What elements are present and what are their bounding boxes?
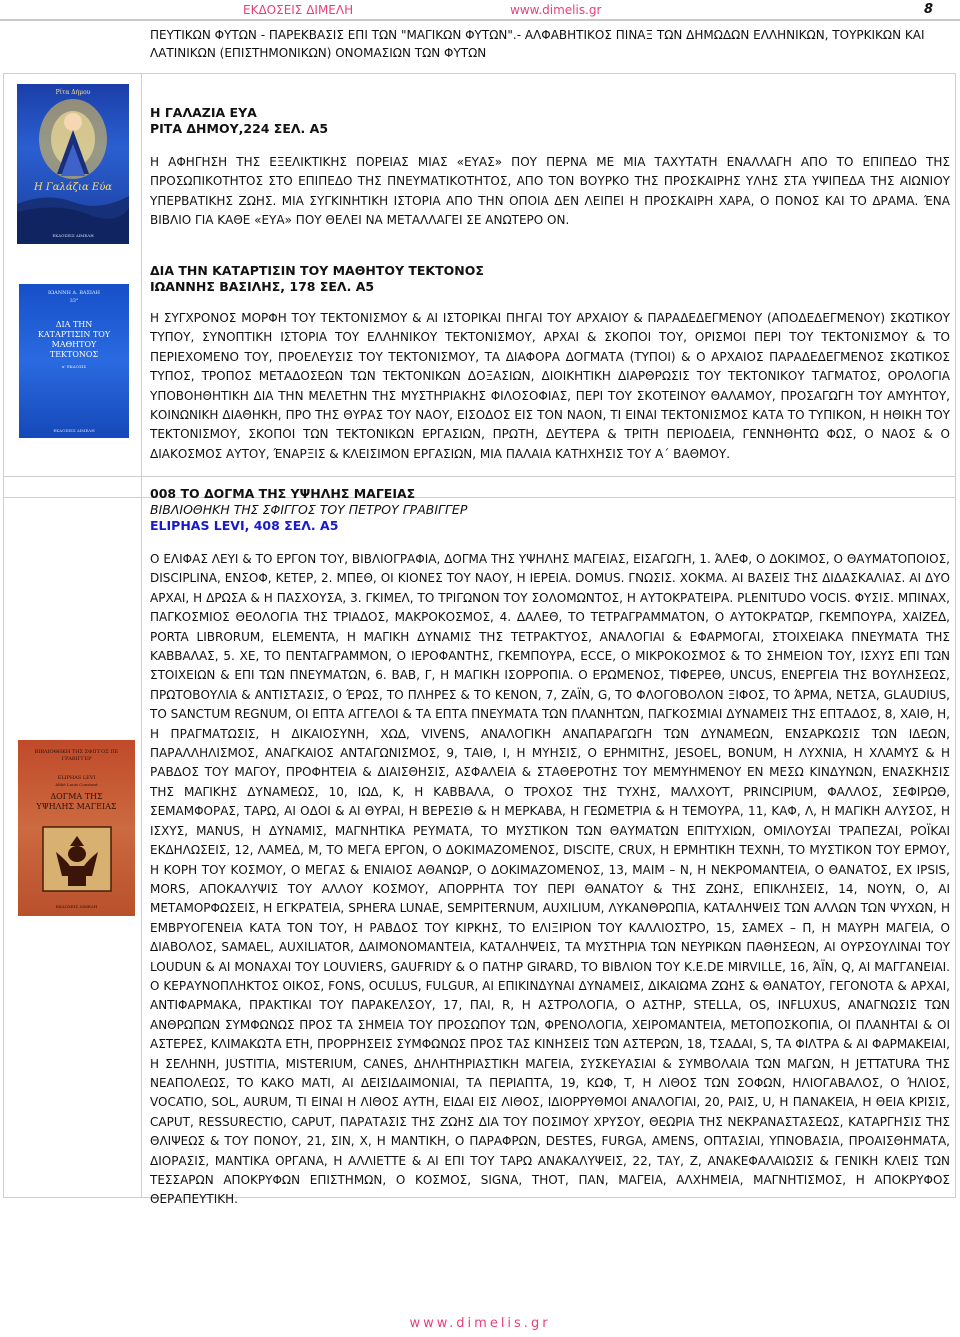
cover-title: ΔΙΑ ΤΗΝ ΚΑΤΑΡΤΙΣΙΝ ΤΟΥ ΜΑΘΗΤΟΥ ΤΕΚΤΟΝΟΣ	[37, 320, 111, 359]
book-description: Η ΣΥΓΧΡΟΝΟΣ ΜΟΡΦΗ ΤΟΥ ΤΕΚΤΟΝΙΣΜΟΥ & ΑΙ ΙΣΤΟΡΙΚΑΙ ΠΗΓΑΙ ΤΟΥ ΑΡΧΑΙΟΥ & ΠΑΡΑΔΕΔΕΓΜΕΝΟΥ (ΑΠΟΔΕΔΕΓΜΕΝΟΥ) ΣΚΩΤΙΚΟΥ ΤΥΠΟΥ, ΣΥΝΟΠΤΙΚΗ ΙΣΤΟΡΙΑ ΤΟΥ ΕΛΛΗΝΙΚΟΥ ΤΕΚΤΟΝΙΣΜΟΥ, ΑΡΧΑΙ & ΣΚΟΠΟΙ ΤΟΥ, ΟΡΙΣΜΟΙ ΠΕΡΙ ΤΟΥ ΤΕΚΤΟΝΙΣΜΟΥ & ΤΟ ΠΕΡΙΕΧΟΜΕΝΟ ΤΟΥ, ΠΡΟΕΛΕΥΣΙΣ ΤΟΥ ΤΕΚΤΟΝΙΣΜΟΥ, ΤΑ ΔΙΑΦΟΡΑ ΔΟΓΜΑΤΑ (ΤΥΠΟΙ) & Ο ΑΡΧΑΙΟΣ ΠΑΡΑΔΕΔΕΓΜΕΝΟΣ ΣΚΩΤΙΚΟΣ ΤΥΠΟΣ, ΤΡΟΠΟΣ ΜΕΤΑΔΟΣΕΩΝ ΤΩΝ ΤΕΚΤΟΝΙΚΩΝ ΔΟΞΑΣΙΩΝ, ΔΙΟΙΚΗΤΙΚΗ ΔΙΑΡΘΡΩΣΙΣ ΤΟΥ ΤΕΚΤΟΝΙΚΟΥ ΤΑΓΜΑΤΟΣ, ΟΡΟΛΟΓΙΑ ΥΠΟΒΟΗΘΗΤΙΚΗ ΔΙΑ ΤΗΝ ΜΕΛΕΤΗΝ ΤΗΣ ΜΥΣΤΗΡΙΑΚΗΣ ΦΙΛΟΣΟΦΙΑΣ, ΠΕΡΙ ΤΟΥ ΣΚΟΤΕΙΝΟΥ ΘΑΛΑΜΟΥ, ΠΡΟΣΑΓΩΓΗ ΤΟΥ ΑΜΥΗΤΟΥ, ΚΟΙΝΩΝΙΚΗ ΔΙΑΘΗΚΗ, ΠΡΟ ΤΗΣ ΘΥΡΑΣ ΤΟΥ ΝΑΟΥ, ΕΙΣΟΔΟΣ ΕΙΣ ΤΟΝ ΝΑΟΝ, ΤΙ ΕΙΝΑΙ ΤΕΚΤΟΝΙΣΜΟΣ ΚΑΤΑ ΤΟ ΤΥΠΙΚΟΝ, Η ΗΘΙΚΗ ΤΟΥ ΤΕΚΤΟΝΙΣΜΟΥ, ΣΚΟΠΟΙ ΤΩΝ ΤΕΚΤΟΝΙΚΩΝ ΕΡΓΑΣΙΩΝ, ΠΡΩΤΗ, ΔΕΥΤΕΡΑ & ΤΡΙΤΗ ΠΕΡΙΟΔΕΙΑ, ΓΕΝΝΗΘΗΤΩ ΦΩΣ, Ο ΝΑΟΣ & Ο ΔΙΑΚΟΣΜΟΣ ΑΥΤΟΥ, ΈΝΑΡΞΙΣ & ΚΛΕΙΣΙΜΟΝ ΕΡΓΑΣΙΩΝ, ΜΙΑ ΠΑΛΑΙΑ ΚΑΤΗΧΗΣΙΣ ΤΟΥ Α΄ ΒΑΘΜΟΥ.	[150, 311, 950, 461]
footer-url-link[interactable]: www.dimelis.gr	[409, 1316, 551, 1331]
intro-text: ΠΕΥΤΙΚΩΝ ΦΥΤΩΝ - ΠΑΡΕΚΒΑΣΙΣ ΕΠΙ ΤΩΝ "ΜΑΓΙΚΩΝ ΦΥΤΩΝ".- ΑΛΦΑΒΗΤΙΚΟΣ ΠΙΝΑΞ ΤΩΝ ΔΗΜΩΔΩΝ ΕΛΛΗΝΙΚΩΝ, ΤΟΥΡΚΙΚΩΝ ΚΑΙ ΛΑΤΙΝΙΚΩΝ (ΕΠΙΣΤΗΜΟΝΙΚΩΝ) ΟΝΟΜΑΣΙΩΝ ΤΩΝ ΦΥΤΩΝ	[150, 28, 925, 60]
book-entry-1	[150, 105, 950, 137]
page-header	[0, 0, 960, 20]
book-author-line: ΙΩΑΝΝΗΣ ΒΑΣΙΛΗΣ, 178 ΣΕΛ. Α5	[150, 279, 375, 294]
book-title: Η ΓΑΛΑΖΙΑ ΕΥΑ	[150, 105, 257, 120]
column-divider-top	[141, 73, 142, 498]
publisher-name: ΕΚΔΟΣΕΙΣ ΔΙΜΕΛΗ	[243, 3, 354, 17]
book-cover-1[interactable]	[17, 84, 129, 244]
book-series-line: ΒΙΒΛΙΟΘΗΚΗ ΤΗΣ ΣΦΙΓΓΟΣ ΤΟΥ ΠΕΤΡΟΥ ΓΡΑΒΙΓΓΕΡ	[150, 502, 468, 517]
cover-title: ΔΟΓΜΑ ΤΗΣ ΥΨΗΛΗΣ ΜΑΓΕΙΑΣ	[36, 792, 117, 811]
book-entry-3	[150, 486, 950, 534]
cover-publisher: ΕΚΔΟΣΕΙΣ ΔΙΜΕΛΗ	[55, 904, 98, 909]
book-cover-3[interactable]	[18, 740, 135, 916]
baphomet-illustration	[42, 826, 112, 892]
book-title: 008 ΤΟ ΔΟΓΜΑ ΤΗΣ ΥΨΗΛΗΣ ΜΑΓΕΙΑΣ	[150, 486, 416, 501]
book-author-line: ELIPHAS LEVI, 408 ΣΕΛ. Α5	[150, 518, 339, 533]
book-title: ΔΙΑ ΤΗΝ ΚΑΤΑΡΤΙΣΙΝ ΤΟΥ ΜΑΘΗΤΟΥ ΤΕΚΤΟΝΟΣ	[150, 263, 484, 278]
cover-author: ELIPHAS LEVI	[57, 775, 96, 781]
madonna-illustration	[17, 84, 129, 244]
cover-author: Ρίτα Δήμου	[55, 89, 91, 96]
page-number: 8	[924, 2, 934, 17]
column-divider-bottom	[141, 476, 142, 1198]
cover-author-sub: Abbé Louis Constant	[55, 782, 98, 787]
header-divider	[0, 19, 960, 21]
cover-degree: 33°	[69, 298, 79, 304]
header-url-link[interactable]: www.dimelis.gr	[510, 3, 602, 17]
cover-title: Η Γαλάζια Εύα	[33, 182, 113, 193]
book-description: Ο ΕΛΙΦΑΣ ΛΕΥΙ & ΤΟ ΕΡΓΟΝ ΤΟΥ, ΒΙΒΛΙΟΓΡΑΦΙΑ, ΔΟΓΜΑ ΤΗΣ ΥΨΗΛΗΣ ΜΑΓΕΙΑΣ, ΕΙΣΑΓΩΓΗ, 1. ΆΛΕΦ, Ο ΔΟΚΙΜΟΣ, Ο ΘΑΥΜΑΤΟΠΟΙΟΣ, DISCIPLINA, ΕΝΣΟΦ, ΚΕΤΕΡ, 2. ΜΠΕΘ, ΟΙ ΚΙΟΝΕΣ ΤΟΥ ΝΑΟΥ, Η ΙΕΡΕΙΑ. DOMUS. ΓΝΩΣΙΣ. ΧΟΚΜΑ. ΑΙ ΒΑΣΕΙΣ ΤΗΣ ΔΙΔΑΣΚΑΛΙΑΣ. ΑΙ ΔΥΟ ΑΡΧΑΙ, Η ΔΡΩΣΑ & Η ΠΑΣΧΟΥΣΑ, 3. ΓΚΙΜΕΛ, ΤΟ ΤΡΙΓΩΝΟΝ ΤΟΥ ΣΟΛΟΜΩΝΤΟΣ, Η ΑΥΤΟΚΡΑΤΕΙΡΑ. PLENITUDO VOCIS. ΦΥΣΙΣ. ΜΠΙΝΑΧ, ΠΑΓΚΟΣΜΙΟΣ ΘΕΟΛΟΓΙΑ ΤΗΣ ΤΡΙΑΔΟΣ, ΜΑΚΡΟΚΟΣΜΟΣ, 4. ΔΑΛΕΘ, ΤΟ ΤΕΤΡΑΓΡΑΜΜΑΤΟΝ, Ο ΑΥΤΟΚΡΑΤΩΡ, ΓΚΕΜΠΟΥΡΑ, ΧΑΙΖΕΔ, PORTA LIBRORUM, ELEMENTA, Η ΜΑΓΙΚΗ ΔΥΝΑΜΙΣ ΤΗΣ ΤΕΤΡΑΚΤΥΟΣ, ΑΝΑΛΟΓΙΑΙ & ΕΦΑΡΜΟΓΑΙ, ΣΤΟΙΧΕΙΑΚΑ ΠΝΕΥΜΑΤΑ ΤΗΣ ΚΑΒΒΑΛΑΣ, 5. ΧΕ, ΤΟ ΠΕΝΤΑΓΡΑΜΜΟΝ, Ο ΙΕΡΟΦΑΝΤΗΣ, ΓΚΕΜΠΟΥΡΑ, ECCE, Ο ΜΙΚΡΟΚΟΣΜΟΣ & ΤΟ ΣΗΜΕΙΟΝ ΤΟΥ, ΙΣΧΥΣ ΕΠΙ ΤΩΝ ΣΤΟΙΧΕΙΩΝ & ΕΠΙ ΤΩΝ ΠΝΕΥΜΑΤΩΝ, 6. ΒΑΒ, Γ, Η ΜΑΓΙΚΗ ΙΣΟΡΡΟΠΙΑ. Ο ΕΡΩΜΕΝΟΣ, ΤΙΦΕΡΕΘ, UNCUS, ΕΝΕΡΓΕΙΑ ΤΗΣ ΒΟΥΛΗΣΕΩΣ, ΠΡΩΤΟΒΟΥΛΙΑ & ΑΝΤΙΣΤΑΣΙΣ, Ο ΈΡΩΣ, ΤΟ ΠΛΗΡΕΣ & ΤΟ ΚΕΝΟΝ, 7, ΖΑΪΝ, G, ΤΟ ΦΛΟΓΟΒΟΛΟΝ ΞΙΦΟΣ, ΤΟ ΆΡΜΑ, ΝΕΤΣΑ, GLAUDIUS, TO SANCTUM REGNUM, ΟΙ ΕΠΤΑ ΑΓΓΕΛΟΙ & ΤΑ ΕΠΤΑ ΠΝΕΥΜΑΤΑ ΤΩΝ ΠΛΑΝΗΤΩΝ, ΠΑΓΚΟΣΜΙΑΙ ΔΥΝΑΜΕΙΣ ΤΗΣ ΕΠΤΑΔΟΣ, 8, ΧΑΙΘ, Η, Η ΠΡΑΓΜΑΤΩΣΙΣ, Η ΔΙΚΑΙΟΣΥΝΗ, ΧΩΔ, VIVENS, ΑΝΑΛΟΓΙΚΗ ΑΝΑΠΑΡΑΓΩΓΗ ΤΩΝ ΔΥΝΑΜΕΩΝ, ΕΝΣΑΡΚΩΣΙΣ ΤΩΝ ΙΔΕΩΝ, ΠΑΡΑΛΛΗΛΙΣΜΟΣ, ΑΝΑΓΚΑΙΟΣ ΑΝΤΑΓΩΝΙΣΜΟΣ, 9, ΤΑΙΘ, Ι, Η ΜΥΗΣΙΣ, Ο ΕΡΗΜΙΤΗΣ, JESOEL, BONUM, Η ΛΥΧΝΙΑ, Η ΧΛΑΜΥΣ & Η ΡΑΒΔΟΣ ΤΟΥ ΜΑΓΟΥ, ΠΡΟΦΗΤΕΙΑ & ΔΙΑΙΣΘΗΣΙΣ, ΑΣΦΑΛΕΙΑ & ΣΤΑΘΕΡΟΤΗΣ ΤΟΥ ΜΕΜΥΗΜΕΝΟΥ ΕΝ ΜΕΣΩ ΚΙΝΔΥΝΩΝ, ΕΝΑΣΚΗΣΙΣ ΤΗΣ ΜΑΓΙΚΗΣ ΔΥΝΑΜΕΩΣ, 10, ΙΩΔ, Κ, Η ΚΑΒΒΑΛΑ, Ο ΤΡΟΧΟΣ ΤΗΣ ΤΥΧΗΣ, ΜΑΛΧΟΥΤ, PRINCIPIUM, ΦΑΛΛΟΣ, ΣΕΦΙΡΩΘ, ΣΕΜΑΜΦΟΡΑΣ, ΤΑΡΩ, ΑΙ ΟΔΟΙ & ΑΙ ΘΥΡΑΙ, Η ΒΕΡΕΣΙΘ & Η ΜΕΡΚΑΒΑ, Η ΓΕΩΜΕΤΡΙΑ & Η ΤΕΜΟΥΡΑ, 11, ΚΑΦ, Λ, Η ΜΑΓΙΚΗ ΑΛΥΣΟΣ, Η ΙΣΧΥΣ, MANUS, Η ΔΥΝΑΜΙΣ, ΜΑΓΝΗΤΙΚΑ ΡΕΥΜΑΤΑ, ΤΟ ΜΥΣΤΙΚΟΝ ΤΩΝ ΘΑΥΜΑΤΩΝ ΕΠΙΤΥΧΙΩΝ, ΟΜΙΛΟΥΣΑΙ ΤΡΑΠΕΖΑΙ, ΡΟΪΚΑΙ ΕΚΔΗΛΩΣΕΙΣ, 12, ΛΑΜΕΔ, Μ, ΤΟ ΜΕΓΑ ΕΡΓΟΝ, Ο ΔΟΚΙΜΑΖΟΜΕΝΟΣ, DISCITE, CRUX, Η ΕΡΜΗΤΙΚΗ ΤΕΧΝΗ, ΤΟ ΜΥΣΤΙΚΟΝ ΤΟΥ ΕΡΜΟΥ, Η ΚΟΡΗ ΤΟΥ ΚΟΣΜΟΥ, Ο ΜΕΓΑΣ & ΕΝΙΑΙΟΣ ΑΘΑΝΩΡ, Ο ΔΟΚΙΜΑΖΟΜΕΝΟΣ, 13, ΜΑΙΜ – Ν, Η ΝΕΚΡΟΜΑΝΤΕΙΑ, Ο ΘΑΝΑΤΟΣ, EX IPSIS, MORS, ΑΠΟΚΑΛΥΨΙΣ ΤΟΥ ΑΛΛΟΥ ΚΟΣΜΟΥ, ΑΠΟΡΡΗΤΑ ΤΟΥ ΠΕΡΙ ΘΑΝΑΤΟΥ & ΤΗΣ ΖΩΗΣ, ΕΠΙΚΛΗΣΕΙΣ, 14, ΝΟΥΝ, Ο, ΑΙ ΜΕΤΑΜΟΡΦΩΣΕΙΣ, Η ΕΓΚΡΑΤΕΙΑ, SPHERA LUNAE, SEMPITERNUM, AUXILIUM, ΛΥΚΑΝΘΡΩΠΙΑ, ΚΑΤΑΛΗΨΕΙΣ ΤΩΝ ΑΛΛΩΝ ΤΩΝ ΨΥΧΩΝ, Η ΕΜΒΡΥΟΓΕΝΕΙΑ ΚΑΤΑ ΤΟΝ ΤΟΥ, Η ΡΑΒΔΟΣ ΤΟΥ ΚΙΡΚΗΣ, ΤΟ ΕΛΙΞΙΡΙΟΝ ΤΟΥ ΚΑΛΛΙΟΣΤΡΟ, 15, ΣΑΜΕΧ – Π, Η ΜΑΥΡΗ ΜΑΓΕΙΑ, Ο ΔΙΑΒΟΛΟΣ, SAMAEL, AUXILIATOR, ΔΑΙΜΟΝΟΜΑΝΤΕΙΑ, ΚΑΤΑΛΗΨΕΙΣ, ΤΑ ΜΥΣΤΗΡΙΑ ΤΩΝ ΝΕΥΡΙΚΩΝ ΠΑΘΗΣΕΩΝ, ΑΙ ΟΥΡΣΟΥΛΙΝΑΙ ΤΟΥ LOUDUN & ΑΙ ΜΟΝΑΧΑΙ ΤΟΥ LOUVIERS, GAUFRIDY & Ο ΠΑΤΗΡ GIRARD, ΤΟ ΒΙΒΛΙΟΝ ΤΟΥ Κ.Ε.DE MIRVILLE, 16, ΆΪΝ, Q, ΑΙ ΜΑΓΓΑΝΕΙΑΙ. Ο ΚΕΡΑΥΝΟΠΛΗΚΤΟΣ ΟΙΚΟΣ, FONS, OCULUS, FULGUR, ΑΙ ΕΠΙΚΙΝΔΥΝΑΙ ΔΥΝΑΜΕΙΣ, ΔΙΚΑΙΩΜΑ ΖΩΗΣ & ΘΑΝΑΤΟΥ, ΓΕΓΟΝΟΤΑ & ΑΡΧΑΙ, ΑΝΤΙΦΑΡΜΑΚΑ, ΠΡΑΚΤΙΚΑΙ ΤΟΥ ΠΑΡΑΚΕΛΣΟΥ, 17, ΠΑΙ, R, Η ΑΣΤΡΟΛΟΓΙΑ, Ο ΑΣΤΗΡ, STELLA, OS, INFLUXUS, ΑΝΑΓΝΩΣΙΣ ΤΩΝ ΑΝΘΡΩΠΩΝ ΣΥΜΦΩΝΩΣ ΠΡΟΣ ΤΑ ΣΗΜΕΙΑ ΤΟΥ ΠΡΟΣΩΠΟΥ ΤΩΝ, ΦΡΕΝΟΛΟΓΙΑ, ΧΕΙΡΟΜΑΝΤΕΙΑ, ΜΕΤΟΠΟΣΚΟΠΙΑ, ΟΙ ΠΛΑΝΗΤΑΙ & ΟΙ ΑΣΤΕΡΕΣ, ΚΛΙΜΑΚΩΤΑ ΕΤΗ, ΠΡΟΡΡΗΣΕΙΣ ΣΥΜΦΩΝΩΣ ΠΡΟΣ ΤΑΣ ΚΙΝΗΣΕΙΣ ΤΩΝ ΑΣΤΕΡΩΝ, 18, ΤΣΑΔΑΙ, S, ΤΑ ΦΙΛΤΡΑ & ΑΙ ΦΑΡΜΑΚΕΙΑΙ, Η ΣΕΛΗΝΗ, JUSTITIA, MISTERIUM, CANES, ΔΗΛΗΤΗΡΙΑΣΤΙΚΗ ΜΑΓΕΙΑ, ΣΥΣΚΕΥΑΣΙΑΙ & ΣΥΜΒΟΛΑΙΑ ΤΩΝ ΜΑΓΩΝ, Η JETTATURA ΤΗΣ ΝΕΑΠΟΛΕΩΣ, ΤΟ ΚΑΚΟ ΜΑΤΙ, ΑΙ ΔΕΙΣΙΔΑΙΜΟΝΙΑΙ, ΤΑ ΠΕΡΙΑΠΤΑ, 19, ΚΩΦ, Τ, Η ΛΙΘΟΣ ΤΩΝ ΣΟΦΩΝ, ΗΛΙΟΓΑΒΑΛΟΣ, Ο ΉΛΙΟΣ, VOCATIO, SOL, AURUM, ΤΙ ΕΙΝΑΙ Η ΛΙΘΟΣ ΑΥΤΗ, ΕΙΔΑΙ ΕΙΣ ΛΙΘΟΣ, ΙΔΙΟΡΡΥΘΜΟΙ ΑΝΑΛΟΓΙΑΙ, 20, ΡΑΙΣ, U, Η ΠΑΝΑΚΕΙΑ, Η ΘΕΙΑ ΚΡΙΣΙΣ, CAPUT, RESSURECTIO, CAPUT, ΠΑΡΑΤΑΣΙΣ ΤΗΣ ΖΩΗΣ ΔΙΑ ΤΟΥ ΠΟΣΙΜΟΥ ΧΡΥΣΟΥ, ΘΕΩΡΙΑ ΤΗΣ ΝΕΚΡΑΝΑΣΤΑΣΕΩΣ, ΚΑΤΑΡΓΗΣΙΣ ΤΗΣ ΘΛΙΨΕΩΣ & ΤΟΥ ΠΟΝΟΥ, 21, ΣΙΝ, Χ, Η ΜΑΝΤΙΚΗ, Ο ΠΑΡΑΦΡΩΝ, DESTES, FURGA, AMENS, ΟΠΤΑΣΙΑΙ, ΥΠΝΟΒΑΣΙΑ, ΠΡΟΑΙΣΘΗΜΑΤΑ, ΔΙΟΡΑΣΙΣ, ΜΑΝΤΙΚΑ ΟΡΓΑΝΑ, Η ΑΛΛΙΕΤΤΕ & ΑΙ ΕΠΙ ΤΟΥ ΤΑΡΩ ΑΝΑΚΑΛΥΨΕΙΣ, 22, ΤΑΥ, Ζ, ΑΝΑΚΕΦΑΛΑΙΩΣΙΣ & ΓΕΝΙΚΗ ΚΛΕΙΣ ΤΩΝ ΤΕΣΣΑΡΩΝ ΑΠΟΚΡΥΦΩΝ ΕΠΙΣΤΗΜΩΝ, Ο ΚΟΣΜΟΣ, SIGNA, THOT, ΠΑΝ, ΜΑΓΕΙΑ, ΑΛΧΗΜΕΙΑ, ΜΑΓΝΗΤΙΣΜΟΣ, Η ΑΠΟΚΡΥΦΟΣ ΘΕΡΑΠΕΥΤΙΚΗ.	[150, 552, 950, 1207]
book-entry-2	[150, 263, 950, 295]
cover-publisher: ΕΚΔΟΣΕΙΣ ΔΙΜΕΛΗ	[52, 233, 94, 238]
book-author-line: ΡΙΤΑ ΔΗΜΟΥ,224 ΣΕΛ. Α5	[150, 121, 329, 136]
cover-publisher: ΕΚΔΟΣΕΙΣ ΔΙΜΕΛΗ	[53, 428, 95, 433]
cover-author: ΙΩΑΝΝΗ Δ. ΒΑΣΙΛΗ	[48, 290, 100, 296]
cover-edition: α' ΕΚΔΟΣΙΣ	[61, 364, 87, 369]
book-cover-2[interactable]	[19, 284, 129, 438]
cover-series: ΒΙΒΛΙΟΘΗΚΗ ΤΗΣ ΣΦΙΓΓΟΣ ΠΕ ΓΡΑΒΙΓΓΕΡ	[34, 749, 119, 762]
book-description: Η ΑΦΗΓΗΣΗ ΤΗΣ ΕΞΕΛΙΚΤΙΚΗΣ ΠΟΡΕΙΑΣ ΜΙΑΣ «ΕΥΑΣ» ΠΟΥ ΠΕΡΝΑ ΜΕ ΜΙΑ ΤΑΧΥΤΑΤΗ ΕΝΑΛΛΑΓΗ ΑΠΟ ΤΟ ΕΠΙΠΕΔΟ ΤΗΣ ΠΡΟΣΩΠΙΚΟΤΗΤΟΣ ΣΤΟ ΕΠΙΠΕΔΟ ΤΗΣ ΠΝΕΥΜΑΤΙΚΟΤΗΤΟΣ, ΑΠΟ ΤΟΝ ΒΟΥΡΚΟ ΤΗΣ ΠΡΟΣΚΑΙΡΗΣ ΥΛΗΣ ΣΤΑ ΥΨΙΠΕΔΑ ΤΗΣ ΑΙΩΝΙΟΥ ΥΠΕΡΒΑΤΙΚΗΣ ΖΩΗΣ. ΜΙΑ ΣΥΓΚΙΝΗΤΙΚΗ ΙΣΤΟΡΙΑ ΑΠΟ ΤΗΝ ΟΠΟΙΑ ΔΕΝ ΛΕΙΠΕΙ Η ΠΡΟΣΚΑΙΡΗ ΧΑΡΑ, Ο ΠΟΝΟΣ ΚΑΙ ΤΟ ΔΡΑΜΑ. ΈΝΑ ΒΙΒΛΙΟ ΓΙΑ ΚΑΘΕ «ΕΥΑ» ΠΟΥ ΘΕΛΕΙ ΝΑ ΜΕΤΑΛΛΑΓΕΙ ΣΕ ΑΝΩΤΕΡΟ ΟΝ.	[150, 155, 950, 228]
